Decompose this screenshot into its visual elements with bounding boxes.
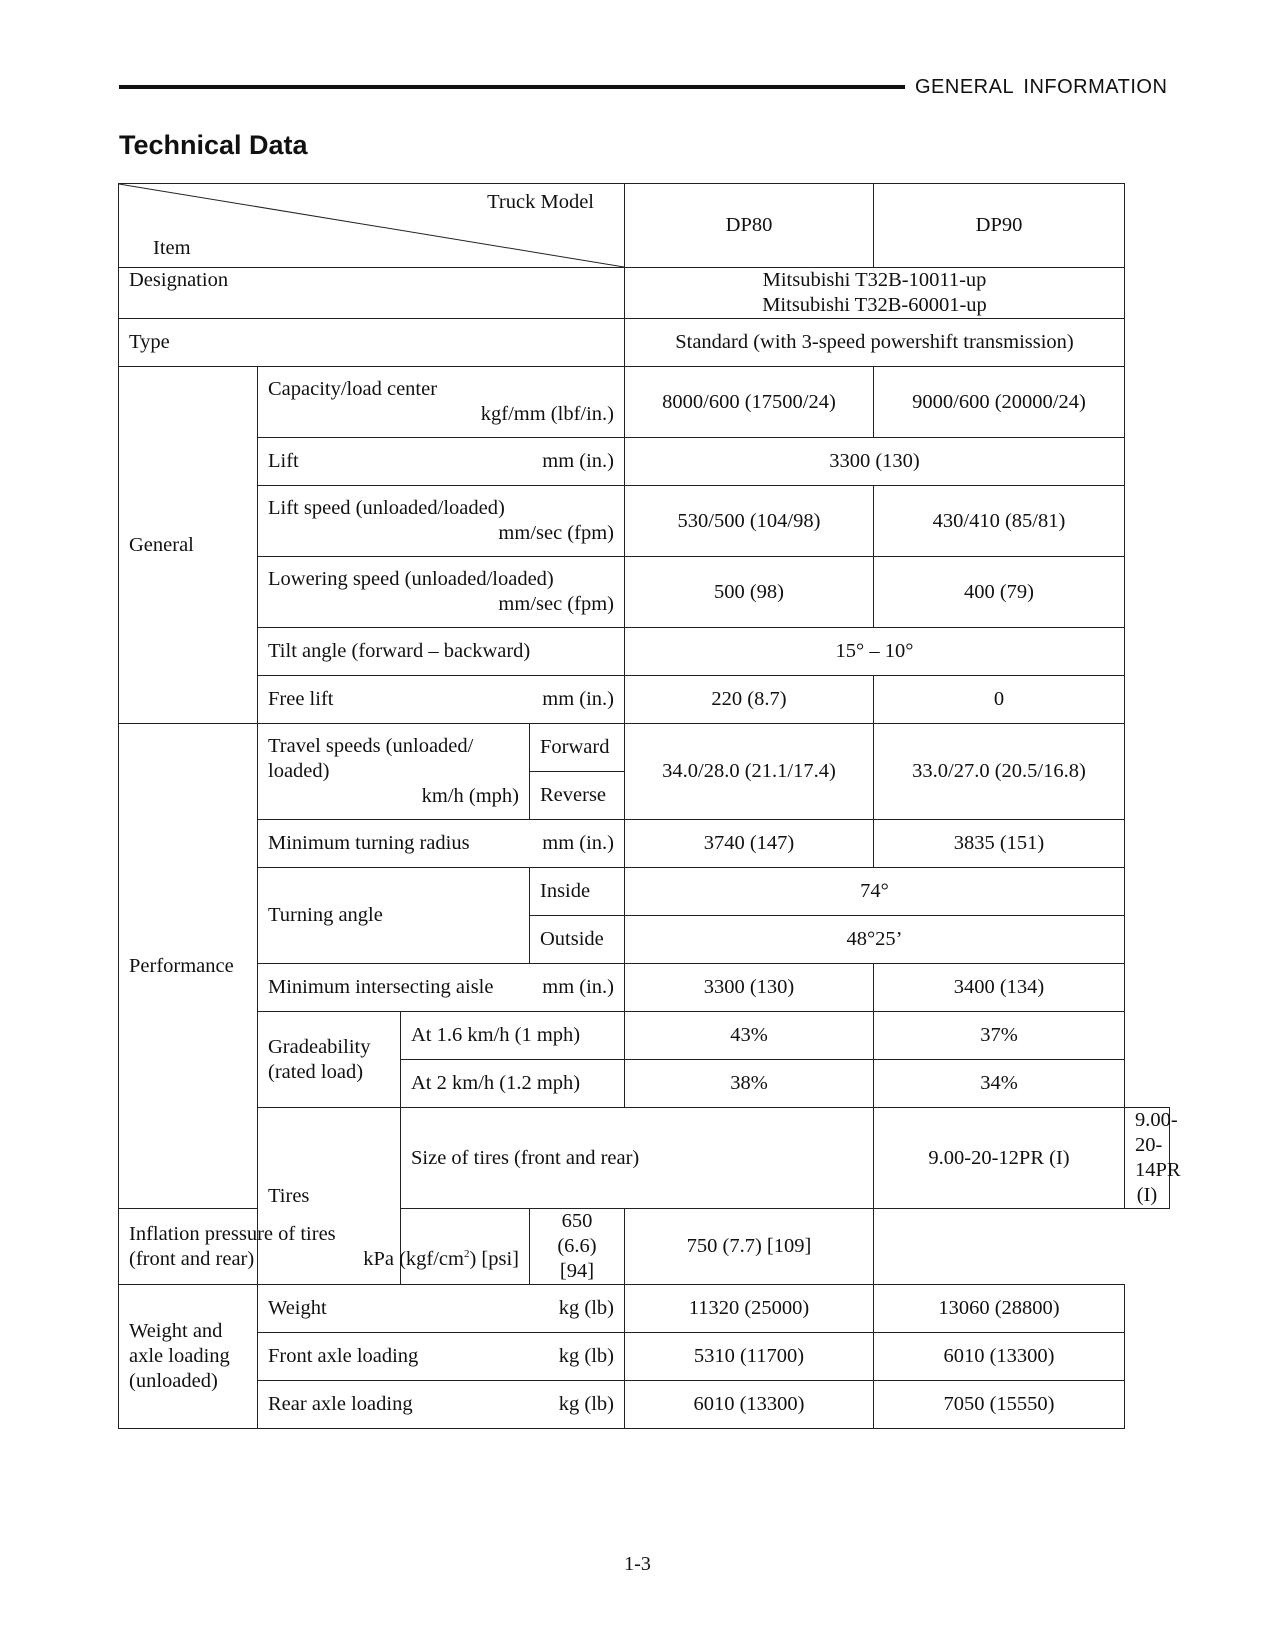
model-dp90-header: DP90 xyxy=(874,184,1125,268)
travel-forward-label: Forward xyxy=(530,724,625,772)
inflation-dp90: 750 (7.7) [109] xyxy=(625,1209,874,1285)
rear-axle-dp90: 7050 (15550) xyxy=(874,1381,1125,1429)
min-turning-radius-label: Minimum turning radius xyxy=(268,832,470,854)
capacity-label: Capacity/load center xyxy=(268,378,438,400)
lowering-speed-unit: mm/sec (fpm) xyxy=(498,593,614,615)
tire-size-dp90: 9.00-20-14PR (I) xyxy=(1125,1108,1170,1209)
group-performance: Performance xyxy=(119,724,258,1209)
truck-model-label: Truck Model xyxy=(487,191,594,213)
inflation-label-cell xyxy=(119,1209,530,1285)
lift-speed-label: Lift speed (unloaded/loaded) xyxy=(268,497,505,519)
gradeability-low-dp80: 43% xyxy=(625,1012,874,1060)
table-row xyxy=(119,1108,1170,1209)
lift-value: 3300 (130) xyxy=(625,438,1125,486)
travel-speeds-unit: km/h (mph) xyxy=(421,785,519,807)
gradeability-high-dp80: 38% xyxy=(625,1060,874,1108)
table-row xyxy=(119,628,1170,676)
weight-dp90: 13060 (28800) xyxy=(874,1285,1125,1333)
free-lift-label-cell xyxy=(258,676,625,724)
gradeability-label-cell xyxy=(258,1012,401,1108)
lift-speed-unit: mm/sec (fpm) xyxy=(498,522,614,544)
lift-speed-label-cell xyxy=(258,486,625,557)
travel-speeds-dp80: 34.0/28.0 (21.1/17.4) xyxy=(625,724,874,820)
turning-outside-label: Outside xyxy=(530,916,625,964)
travel-speeds-label-1: Travel speeds (unloaded/ xyxy=(268,735,474,757)
inflation-unit-sup: 2 xyxy=(463,1247,470,1260)
table-row xyxy=(119,367,1170,438)
turning-outside-value: 48°25’ xyxy=(625,916,1125,964)
page-title: Technical Data xyxy=(119,130,308,160)
table-header-row xyxy=(119,184,1170,268)
tire-size-dp80: 9.00-20-12PR (I) xyxy=(874,1108,1125,1209)
designation-label: Designation xyxy=(119,268,625,319)
rear-axle-unit: kg (lb) xyxy=(558,1393,614,1415)
min-aisle-label: Minimum intersecting aisle xyxy=(268,976,494,998)
group-tires: Tires xyxy=(258,1108,401,1285)
weight-group-3: (unloaded) xyxy=(129,1370,218,1392)
travel-speeds-label-2: loaded) xyxy=(268,760,330,782)
free-lift-dp90: 0 xyxy=(874,676,1125,724)
table-row xyxy=(119,964,1170,1012)
gradeability-low-label: At 1.6 km/h (1 mph) xyxy=(401,1012,625,1060)
weight-group-2: axle loading xyxy=(129,1345,230,1367)
table-row xyxy=(119,1012,1170,1060)
capacity-label-cell xyxy=(258,367,625,438)
turning-inside-value: 74° xyxy=(625,868,1125,916)
front-axle-dp80: 5310 (11700) xyxy=(625,1333,874,1381)
inflation-dp80: 650 (6.6) [94] xyxy=(530,1209,625,1285)
table-row xyxy=(119,557,1170,628)
item-label: Item xyxy=(153,237,191,259)
table-row xyxy=(119,319,1170,367)
table-row xyxy=(119,268,1170,319)
table-row xyxy=(119,438,1170,486)
table-row xyxy=(119,1285,1170,1333)
free-lift-label: Free lift xyxy=(268,688,334,710)
gradeability-low-dp90: 37% xyxy=(874,1012,1125,1060)
front-axle-dp90: 6010 (13300) xyxy=(874,1333,1125,1381)
designation-value-1: Mitsubishi T32B-10011-up xyxy=(762,269,987,291)
page-number: 1-3 xyxy=(624,1553,651,1575)
tilt-angle-value: 15° – 10° xyxy=(625,628,1125,676)
rear-axle-label-cell xyxy=(258,1381,625,1429)
inflation-unit xyxy=(363,1247,519,1272)
free-lift-unit: mm (in.) xyxy=(542,688,614,710)
group-weight xyxy=(119,1285,258,1429)
section-header: GENERAL INFORMATION xyxy=(915,76,1168,98)
tire-size-label: Size of tires (front and rear) xyxy=(401,1108,874,1209)
weight-label-cell xyxy=(258,1285,625,1333)
tilt-angle-label: Tilt angle (forward – backward) xyxy=(258,628,625,676)
lift-speed-dp90: 430/410 (85/81) xyxy=(874,486,1125,557)
table-row xyxy=(119,1209,1170,1285)
turning-angle-label: Turning angle xyxy=(258,868,530,964)
front-axle-unit: kg (lb) xyxy=(558,1345,614,1367)
min-aisle-dp80: 3300 (130) xyxy=(625,964,874,1012)
technical-data-table xyxy=(118,183,1181,1429)
capacity-unit: kgf/mm (lbf/in.) xyxy=(480,403,614,425)
table-row xyxy=(119,1381,1170,1429)
lowering-speed-label-cell xyxy=(258,557,625,628)
lowering-speed-dp80: 500 (98) xyxy=(625,557,874,628)
gradeability-label-1: Gradeability xyxy=(268,1035,371,1058)
model-dp80-header: DP80 xyxy=(625,184,874,268)
rear-axle-label: Rear axle loading xyxy=(268,1393,413,1415)
capacity-dp80: 8000/600 (17500/24) xyxy=(625,367,874,438)
gradeability-high-dp90: 34% xyxy=(874,1060,1125,1108)
min-turning-radius-label-cell xyxy=(258,820,625,868)
designation-value-2: Mitsubishi T32B-60001-up xyxy=(762,294,987,316)
corner-header-cell xyxy=(119,184,625,268)
designation-value xyxy=(625,268,1125,319)
weight-label: Weight xyxy=(268,1297,327,1319)
weight-dp80: 11320 (25000) xyxy=(625,1285,874,1333)
lift-label: Lift xyxy=(268,450,299,472)
table-row xyxy=(119,820,1170,868)
rear-axle-dp80: 6010 (13300) xyxy=(625,1381,874,1429)
inflation-label-2: (front and rear) xyxy=(129,1247,255,1270)
min-turning-radius-dp80: 3740 (147) xyxy=(625,820,874,868)
type-label: Type xyxy=(119,319,625,367)
table-row xyxy=(119,724,1170,772)
travel-speeds-dp90: 33.0/27.0 (20.5/16.8) xyxy=(874,724,1125,820)
front-axle-label: Front axle loading xyxy=(268,1345,419,1367)
inflation-unit-pre: kPa (kgf/cm xyxy=(363,1247,464,1270)
lowering-speed-dp90: 400 (79) xyxy=(874,557,1125,628)
capacity-dp90: 9000/600 (20000/24) xyxy=(874,367,1125,438)
travel-reverse-label: Reverse xyxy=(530,772,625,820)
min-turning-radius-unit: mm (in.) xyxy=(542,832,614,854)
gradeability-high-label: At 2 km/h (1.2 mph) xyxy=(401,1060,625,1108)
min-aisle-dp90: 3400 (134) xyxy=(874,964,1125,1012)
lift-label-cell xyxy=(258,438,625,486)
table-row xyxy=(119,676,1170,724)
weight-group-1: Weight and xyxy=(129,1320,223,1342)
table-row xyxy=(119,868,1170,916)
weight-unit: kg (lb) xyxy=(558,1297,614,1319)
lift-unit: mm (in.) xyxy=(542,450,614,472)
table-row xyxy=(119,486,1170,557)
group-general: General xyxy=(119,367,258,724)
inflation-label-1: Inflation pressure of tires xyxy=(129,1222,336,1245)
header-rule xyxy=(119,85,905,89)
gradeability-label-2: (rated load) xyxy=(268,1060,364,1083)
table-row xyxy=(119,1333,1170,1381)
min-aisle-label-cell xyxy=(258,964,625,1012)
lift-speed-dp80: 530/500 (104/98) xyxy=(625,486,874,557)
min-aisle-unit: mm (in.) xyxy=(542,976,614,998)
type-value: Standard (with 3-speed powershift transmission) xyxy=(625,319,1125,367)
lowering-speed-label: Lowering speed (unloaded/loaded) xyxy=(268,568,554,590)
min-turning-radius-dp90: 3835 (151) xyxy=(874,820,1125,868)
inflation-unit-post: ) [psi] xyxy=(469,1247,519,1270)
free-lift-dp80: 220 (8.7) xyxy=(625,676,874,724)
travel-speeds-label-cell xyxy=(258,724,530,820)
front-axle-label-cell xyxy=(258,1333,625,1381)
turning-inside-label: Inside xyxy=(530,868,625,916)
